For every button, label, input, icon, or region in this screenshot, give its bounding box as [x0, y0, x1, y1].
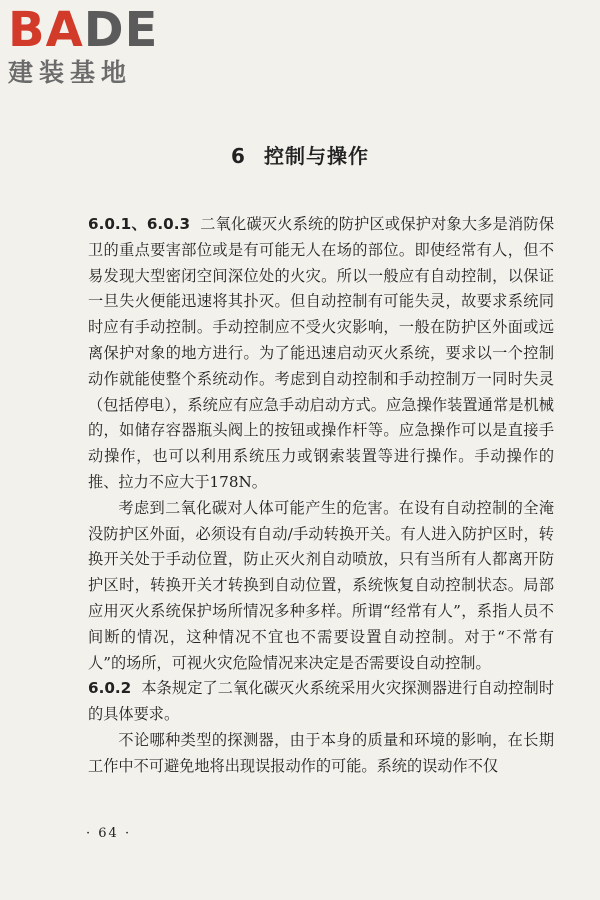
brand-logo — [8, 2, 178, 88]
logo-wordmark: BADE — [8, 2, 159, 58]
chapter-title — [0, 140, 600, 169]
paragraph-clause-602 — [88, 676, 554, 728]
chapter-number: 6 — [231, 144, 246, 168]
chapter-heading: 控制与操作 — [263, 144, 369, 168]
paragraph-clause-601-603 — [88, 212, 554, 496]
clause-number: 6.0.1、6.0.3 — [88, 215, 191, 233]
clause-number: 6.0.2 — [88, 679, 132, 698]
body-text — [88, 212, 554, 780]
paragraph-text: 考虑到二氧化碳对人体可能产生的危害。在设有自动控制的全淹没防护区外面，必须设有自动/手动转换开关。有人进入防护区时，转换开关处于手动位置，防止灭火剂自动喷放，只有当所有人都离开防护区时，转换开关才转换到自动位置，系统恢复自动控制状态。局部应用灭火系统保护场所情况多种多样。所谓“经常有人”，系指人员不间断的情况，这种情况不宜也不需要设置自动控制。对于“不常有人”的场所，可视火灾危险情况来决定是否需要设自动控制。 — [88, 498, 554, 672]
paragraph-text: 本条规定了二氧化碳灭火系统采用火灾探测器进行自动控制时的具体要求。 — [88, 679, 554, 724]
paragraph-text: 不论哪种类型的探测器，由于本身的质量和环境的影响，在长期工作中不可避免地将出现误报动作的可能。系统的误动作不仅 — [88, 730, 554, 775]
paragraph-auto-manual-switch — [88, 496, 554, 677]
logo-subtitle: 建装基地 — [8, 58, 133, 87]
page-number: · 64 · — [86, 826, 132, 841]
paragraph-text: 二氧化碳灭火系统的防护区或保护对象大多是消防保卫的重点要害部位或是有可能无人在场的部位。即使经常有人，但不易发现大型密闭空间深位处的火灾。所以一般应有自动控制，以保证一旦失火便能迅速将其扑灭。但自动控制有可能失灵，故要求系统同时应有手动控制。手动控制应不受火灾影响，一般在防护区外面或远离保护对象的地方进行。为了能迅速启动灭火系统，要求以一个控制动作就能使整个系统动作。考虑到自动控制和手动控制万一同时失灵（包括停电），系统应有应急手动启动方式。应急操作装置通常是机械的，如储存容器瓶头阀上的按钮或操作杆等。应急操作可以是直接手动操作，也可以利用系统压力或钢索装置等进行操作。手动操作的推、拉力不应大于178N。 — [88, 215, 555, 491]
paragraph-detector-errors — [88, 728, 554, 780]
